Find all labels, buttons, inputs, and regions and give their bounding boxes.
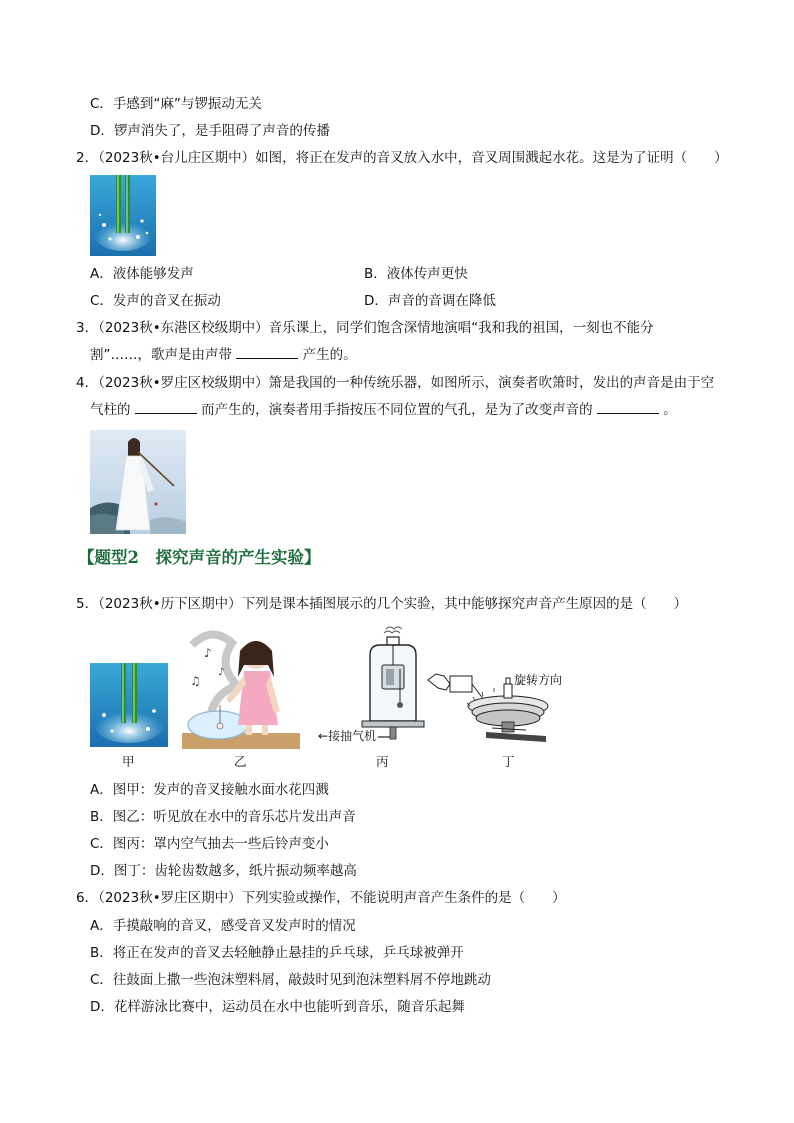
q5-stem: 5．（2023秋•历下区期中）下列是课本插图展示的几个实验，其中能够探究声音产生原因的是（ ） [76,596,688,612]
q5-figure-label-bing: 丙 [376,754,389,769]
q2-option-c: C．发声的音叉在振动 [90,293,221,309]
q5-figure-pump-text: 接抽气机 [328,729,377,743]
q4-stem-text-c: 。 [663,402,677,418]
q4-answer-blank-2[interactable] [597,401,659,414]
q6-option-d: D．花样游泳比赛中，运动员在水中也能听到音乐，随音乐起舞 [90,999,465,1015]
section-heading: 【题型2 探究声音的产生实验】 [78,548,321,567]
pump-arrow-icon: ← [318,729,329,743]
q5-figure-label-ding: 丁 [502,754,515,769]
q2-option-d: D．声音的音调在降低 [364,293,496,309]
q5-option-a: A．图甲：发声的音叉接触水面水花四溅 [90,782,329,798]
q4-stem-text-b: 而产生的，演奏者用手指按压不同位置的气孔，是为了改变声音的 [201,402,593,418]
q3-stem-text-b: 产生的。 [302,347,357,363]
q5-figure-pump-label [318,728,376,744]
q6-option-b: B．将正在发声的音叉去轻触静止悬挂的乒乓球，乒乓球被弹开 [90,945,464,961]
q3-answer-blank[interactable] [236,346,298,359]
q5-option-d: D．图丁：齿轮齿数越多，纸片振动频率越高 [90,863,357,879]
q4-stem-text-a: 气柱的 [90,402,131,418]
svg-text:♪: ♪ [218,667,225,678]
q5-option-c: C．图丙：罩内空气抽去一些后铃声变小 [90,836,329,852]
q1-option-d: D．锣声消失了，是手阻碍了声音的传播 [90,123,330,139]
q4-xiao-player-image [90,430,186,534]
svg-text:♫: ♫ [190,674,201,688]
q5-figure-rotate-label: 旋转方向 [514,673,563,687]
q5-option-b: B．图乙：听见放在水中的音乐芯片发出声音 [90,809,356,825]
q4-stem-line1: 4．（2023秋•罗庄区校级期中）箫是我国的一种传统乐器，如图所示，演奏者吹箫时，发出的声音是由于空 [76,375,715,391]
q4-stem-line2 [90,400,677,420]
q2-tuning-fork-water-image [90,175,156,256]
svg-text:♪: ♪ [204,646,212,660]
q2-stem: 2．（2023秋•台儿庄区期中）如图，将正在发声的音叉放入水中，音叉周围溅起水花。这是为了证明（ ） [76,150,728,166]
q2-option-a: A．液体能够发声 [90,266,194,282]
q4-answer-blank-1[interactable] [135,401,197,414]
q3-stem-line2 [90,345,357,365]
q5-figure-label-yi: 乙 [234,754,247,769]
q5-figure-jia-image [90,663,168,747]
q3-stem-line1: 3．（2023秋•东港区校级期中）音乐课上，同学们饱含深情地演唱“我和我的祖国，一刻也不能分 [76,320,654,336]
q5-figure-label-jia: 甲 [122,754,135,769]
q5-figure-yi-image [182,625,300,749]
q2-option-b: B．液体传声更快 [364,266,468,282]
q3-stem-text-a: 割”……，歌声是由声带 [90,347,232,363]
q1-option-c: C．手感到“麻”与锣振动无关 [90,96,262,112]
q6-stem: 6．（2023秋•罗庄区期中）下列实验或操作，不能说明声音产生条件的是（ ） [76,890,566,906]
q6-option-c: C．往鼓面上撒一些泡沫塑料屑，敲鼓时见到泡沫塑料屑不停地跳动 [90,972,491,988]
q6-option-a: A．手摸敲响的音叉，感受音叉发声时的情况 [90,918,356,934]
